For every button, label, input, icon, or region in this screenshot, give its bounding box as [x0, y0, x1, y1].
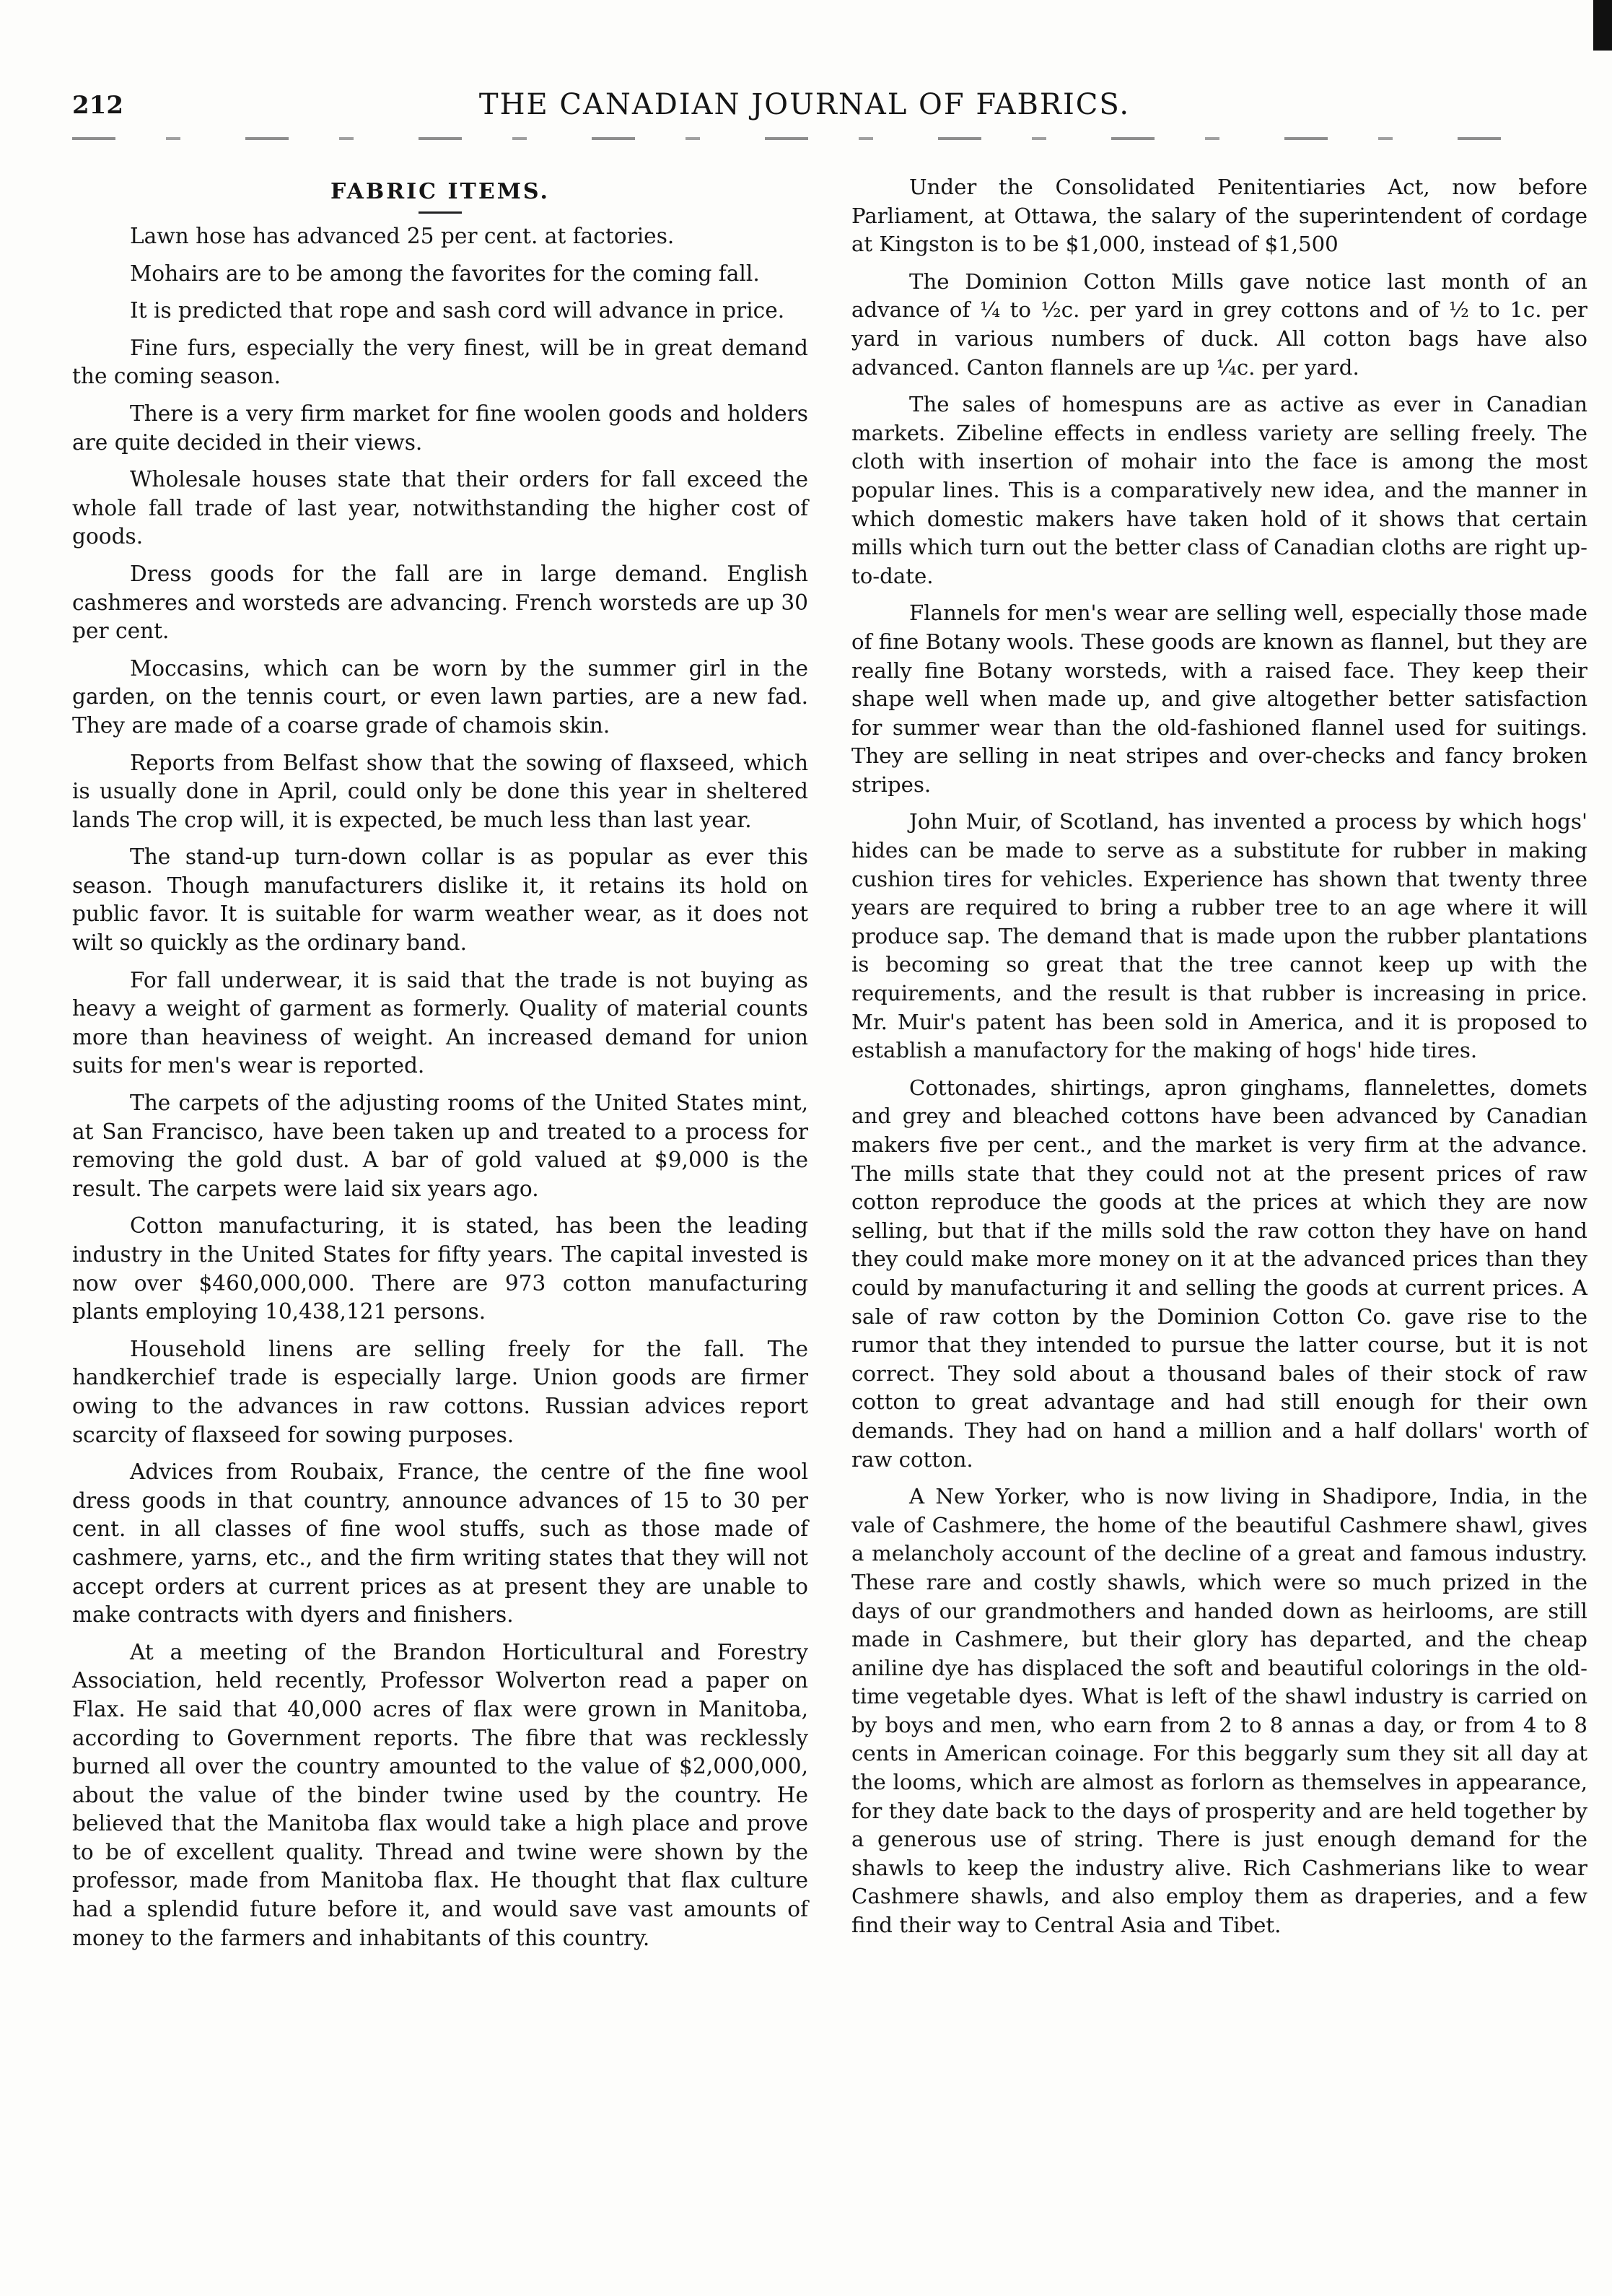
paragraph: Moccasins, which can be worn by the summer girl in the garden, on the tennis court, or even lawn parties, are a new fad. They are made of a coarse grade of chamois skin.: [72, 655, 808, 738]
page-edge-mark: [1593, 0, 1612, 51]
section-title: FABRIC ITEMS.: [330, 179, 550, 204]
page-header: [72, 88, 1537, 131]
paragraph: There is a very firm market for fine woolen goods and holders are quite decided in their views.: [72, 401, 808, 455]
paragraph: Dress goods for the fall are in large demand. English cashmeres and worsteds are advancing. French worsteds are up 30 per cent.: [72, 561, 808, 644]
paragraph: Mohairs are to be among the favorites for the coming fall.: [130, 261, 760, 286]
paragraph: The stand-up turn-down collar is as popular as ever this season. Though manufacturers dislike it, it retains its hold on public favor. It is suitable for warm weather wear, as it does not wilt so quickly as the ordinary band.: [72, 844, 808, 956]
paragraph: Cotton manufacturing, it is stated, has been the leading industry in the United States for fifty years. The capital invested is now over $460,000,000. There are 973 cotton manufacturing plants employing 10,438,121 persons.: [72, 1213, 808, 1324]
paragraph: At a meeting of the Brandon Horticultural and Forestry Association, held recently, Professor Wolverton read a paper on Flax. He said that 40,000 acres of flax were grown in Manitoba, according to Government reports. The fibre that was recklessly burned all over the country amounted to the value of $2,000,000, about the value of the binder twine used by the country. He believed that the Manitoba flax would take a high place and prove to be of excellent quality. Thread and twine were shown by the professor, made from Manitoba flax. He thought that flax culture had a splendid future before it, and would save vast amounts of money to the farmers and inhabitants of this country.: [72, 1639, 808, 1950]
paragraph: The sales of homespuns are as active as ever in Canadian markets. Zibeline effects in endless variety are selling freely. The cloth with insertion of mohair into the face is among the most popular lines. This is a comparatively new idea, and the manner in which domestic makers have taken hold of it shows that certain mills which turn out the better class of Canadian cloths are right up-to-date.: [851, 392, 1587, 588]
paragraph: Fine furs, especially the very finest, will be in great demand the coming season.: [72, 335, 808, 389]
paragraph: Cottonades, shirtings, apron ginghams, flannelettes, domets and grey and bleached cottons have been advanced by Canadian makers five per cent., and the market is very firm at the advance. The mills state that they could not at the present prices of raw cotton reproduce the goods at the prices at which they are now selling, but that if the mills sold the raw cotton they have on hand they could make more money on it at the advanced prices than they could by manufacturing it and selling the goods at current prices. A sale of raw cotton by the Dominion Cotton Co. gave rise to the rumor that they intended to pursue the latter course, but it is not correct. They sold about a thousand bales of their stock of raw cotton to great advantage and had still enough for their own demands. They had on hand a million and a half dollars' worth of raw cotton.: [851, 1075, 1587, 1472]
paragraph: The carpets of the adjusting rooms of the United States mint, at San Francisco, have been taken up and treated to a process for removing the gold dust. A bar of gold valued at $9,000 is the result. The carpets were laid six years ago.: [72, 1091, 808, 1201]
paragraph: Reports from Belfast show that the sowing of flaxseed, which is usually done in April, could only be done this year in sheltered lands The crop will, it is expected, be much less than last year.: [72, 750, 808, 832]
paragraph: Lawn hose has advanced 25 per cent. at factories.: [130, 224, 675, 248]
paragraph: Wholesale houses state that their orders for fall exceed the whole fall trade of last year, notwithstanding the higher cost of goods.: [72, 467, 808, 549]
paragraph: For fall underwear, it is said that the trade is not buying as heavy a weight of garment as formerly. Quality of material counts more than heaviness of weight. An increased demand for union suits for men's wear is reported.: [72, 967, 808, 1078]
paragraph: A New Yorker, who is now living in Shadipore, India, in the vale of Cashmere, the home of the beautiful Cashmere shawl, gives a melancholy account of the decline of a great and famous industry. These rare and costly shawls, which were so much prized in the days of our grandmothers and handed down as heirlooms, are still made in Cashmere, but their glory has departed, and the cheap aniline dye has displaced the soft and beautiful colorings in the old-time vegetable dyes. What is left of the shawl industry is carried on by boys and men, who earn from 2 to 8 annas a day, or from 4 to 8 cents in American coinage. For this beggarly sum they sit all day at the looms, which are almost as forlorn as themselves in appearance, for they date back to the days of prosperity and are held together by a generous use of string. There is just enough demand for the shawls to keep the industry alive. Rich Cashmerians like to wear Cashmere shawls, and also employ them as draperies, and a few find their way to Central Asia and Tibet.: [851, 1484, 1587, 1938]
paragraph: Flannels for men's wear are selling well, especially those made of fine Botany wools. These goods are known as flannel, but they are really fine Botany worsteds, with a raised face. They keep their shape well when made up, and give altogether better satisfaction for summer wear than the old-fashioned flannel used for suitings. They are selling in neat stripes and over-checks and fancy broken stripes.: [851, 601, 1587, 797]
title-rule: [419, 211, 462, 214]
paragraph: The Dominion Cotton Mills gave notice last month of an advance of ¼ to ½c. per yard in grey cottons and of ½ to 1c. per yard in various numbers of duck. All cotton bags have also advanced. Canton flannels are up ¼c. per yard.: [851, 269, 1587, 380]
paragraph: Advices from Roubaix, France, the centre of the fine wool dress goods in that country, announce advances of 15 to 30 per cent. in all classes of fine wool stuffs, such as those made of cashmere, yarns, etc., and the firm writing states that they will not accept orders at current prices as at present they are unable to make contracts with dyers and finishers.: [72, 1459, 808, 1628]
header-rule: [72, 137, 1537, 140]
paragraph: Household linens are selling freely for the fall. The handkerchief trade is especially large. Union goods are firmer owing to the advances in raw cottons. Russian advices report scarcity of flaxseed for sowing purposes.: [72, 1336, 808, 1447]
paragraph: It is predicted that rope and sash cord will advance in price.: [130, 298, 785, 323]
left-column: [72, 173, 808, 1961]
paragraph: John Muir, of Scotland, has invented a process by which hogs' hides can be made to serve as a substitute for rubber in making cushion tires for vehicles. Experience has shown that twenty three years are required to bring a rubber tree to an age where it will produce sap. The demand that is made upon the rubber plantations is becoming so great that the tree cannot keep up with the requirements, and the result is that rubber is increasing in price. Mr. Muir's patent has been sold in America, and it is proposed to establish a manufactory for the making of hogs' hide tires.: [851, 809, 1587, 1063]
right-column: [851, 173, 1587, 1949]
paragraph: Under the Consolidated Penitentiaries Act, now before Parliament, at Ottawa, the salary of the superintendent of cordage at Kingston is to be $1,000, instead of $1,500: [851, 175, 1587, 257]
page-number: 212: [72, 91, 123, 120]
journal-title: THE CANADIAN JOURNAL OF FABRICS.: [478, 88, 1131, 121]
